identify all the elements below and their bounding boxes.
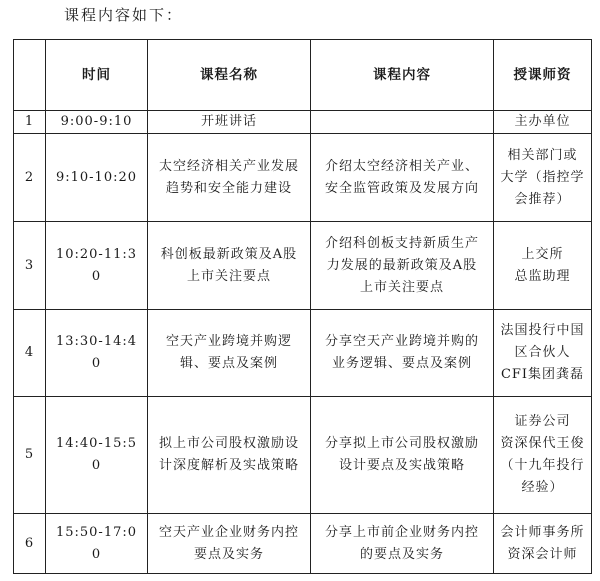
row-course-name <box>148 134 311 222</box>
row-course-name <box>148 222 311 310</box>
row-course-name <box>148 397 311 514</box>
row-course-content <box>311 310 494 397</box>
row-index <box>14 222 46 310</box>
row-course-content <box>311 111 494 134</box>
row-time <box>46 111 148 134</box>
row-teacher <box>494 111 592 134</box>
row-course-content <box>311 514 494 574</box>
header-teacher: 授课师资 <box>494 40 592 111</box>
table-row <box>14 514 592 574</box>
row-course-name <box>148 310 311 397</box>
table-row <box>14 134 592 222</box>
row-course-name-text: 太空经济相关产业发展 趋势和安全能力建设 <box>158 158 299 196</box>
row-index <box>14 134 46 222</box>
course-schedule-table <box>13 39 592 574</box>
row-time-text: 15:50-17:00 <box>55 524 138 562</box>
row-course-content <box>311 222 494 310</box>
row-index-text: 5 <box>24 447 35 462</box>
row-teacher-text: 主办单位 <box>514 114 571 129</box>
row-course-name-text: 科创板最新政策及A股 上市关注要点 <box>160 246 298 284</box>
row-course-name-text: 拟上市公司股权激励设 计深度解析及实战策略 <box>158 436 299 473</box>
row-time-text: 10:20-11:30 <box>55 246 138 284</box>
row-course-name <box>148 111 311 134</box>
row-course-content-text: 介绍太空经济相关产业、 安全监管政策及发展方向 <box>324 158 479 196</box>
row-index <box>14 111 46 134</box>
row-time <box>46 310 148 397</box>
row-teacher-text: 上交所 总监助理 <box>514 246 571 284</box>
row-time-text: 9:00-9:10 <box>60 114 133 129</box>
row-time <box>46 134 148 222</box>
row-time <box>46 222 148 310</box>
row-course-name-text: 开班讲话 <box>200 114 257 129</box>
row-teacher-text: 会计师事务所 资深会计师 <box>500 524 585 562</box>
header-index <box>14 40 46 111</box>
row-course-content-text: 分享空天产业跨境并购的 业务逻辑、要点及案例 <box>324 334 479 371</box>
row-teacher-text: 证券公司 资深保代王俊 （十九年投行 经验） <box>500 414 585 495</box>
row-teacher-text: 相关部门或 大学（指控学 会推荐） <box>500 147 585 207</box>
row-teacher <box>494 514 592 574</box>
row-teacher-text: 法国投行中国 区合伙人 CFI集团龚磊 <box>500 323 585 382</box>
row-course-content <box>311 134 494 222</box>
row-index-text: 2 <box>24 169 35 185</box>
table-header-row <box>14 40 592 111</box>
header-course-content: 课程内容 <box>311 40 494 111</box>
table-row <box>14 310 592 397</box>
header-time: 时间 <box>46 40 148 111</box>
row-index-text: 1 <box>24 114 35 129</box>
row-index <box>14 310 46 397</box>
row-course-name <box>148 514 311 574</box>
row-index-text: 4 <box>24 345 35 360</box>
row-time-text: 9:10-10:20 <box>55 169 138 185</box>
table-row <box>14 397 592 514</box>
row-course-content-text: 介绍科创板支持新质生产 力发展的最新政策及A股 上市关注要点 <box>324 235 479 295</box>
row-course-name-text: 空天产业跨境并购逻 辑、要点及案例 <box>165 334 292 371</box>
row-course-name-text: 空天产业企业财务内控 要点及实务 <box>158 524 299 562</box>
row-time <box>46 397 148 514</box>
row-course-content-text: 分享拟上市公司股权激励 设计要点及实战策略 <box>324 436 479 473</box>
table-row <box>14 222 592 310</box>
row-index <box>14 397 46 514</box>
intro-text: 课程内容如下： <box>64 6 184 24</box>
row-index <box>14 514 46 574</box>
row-teacher <box>494 310 592 397</box>
row-time-text: 14:40-15:50 <box>55 436 138 473</box>
row-teacher <box>494 134 592 222</box>
table-row <box>14 111 592 134</box>
row-teacher <box>494 222 592 310</box>
row-time <box>46 514 148 574</box>
row-course-content-text: 分享上市前企业财务内控 的要点及实务 <box>324 524 479 562</box>
row-index-text: 6 <box>24 535 35 551</box>
row-teacher <box>494 397 592 514</box>
row-course-content <box>311 397 494 514</box>
header-course-name: 课程名称 <box>148 40 311 111</box>
row-index-text: 3 <box>24 257 35 273</box>
row-time-text: 13:30-14:40 <box>55 334 138 371</box>
